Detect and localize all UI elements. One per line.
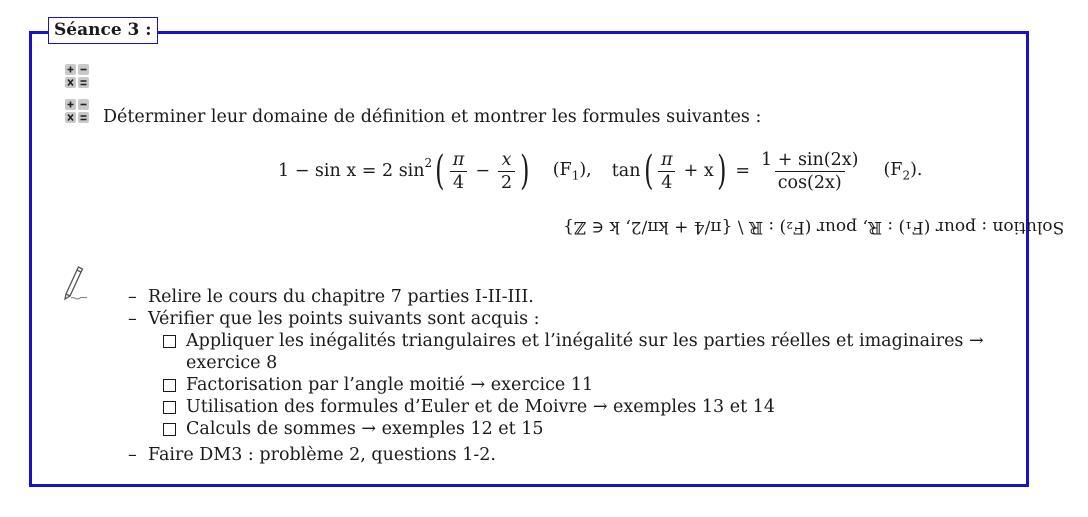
todo-list [128, 286, 1008, 466]
list-item: – Faire DM3 : problème 2, questions 1-2. [128, 445, 496, 465]
f2-label: $(F_2)$. [883, 159, 923, 183]
checklist-item: Calculs de sommes → exemples 12 et 15 [128, 418, 1008, 440]
f1-lhs: 1 − sin x = 2 sin [278, 161, 425, 181]
solution-upside-down: Solution : pour (F₁) : ℝ, pour (F₂) : ℝ \ {π/4 + kπ/2, k ∈ ℤ} [563, 217, 1065, 237]
paren-open: ( [435, 148, 445, 194]
list-item: – Relire le cours du chapitre 7 parties I-II-III. [128, 287, 534, 307]
f2-plus-x: + x [683, 161, 714, 181]
f2-tan: tan [611, 161, 641, 181]
checklist-item: Factorisation par l’angle moitié → exercice 11 [128, 374, 1008, 396]
list-item: – Vérifier que les points suivants sont acquis : [128, 309, 540, 329]
calculator-icon [64, 98, 90, 124]
checklist-item: Utilisation des formules d’Euler et de Moivre → exemples 13 et 14 [128, 396, 1008, 418]
paren-close: ) [716, 148, 727, 194]
checkbox-icon [163, 379, 176, 392]
checkbox-icon [163, 401, 176, 414]
calculator-icon [64, 63, 90, 89]
paren-close: ) [520, 148, 530, 194]
paren-open: ( [643, 148, 653, 194]
f1-exponent: 2 [424, 156, 433, 170]
f1-label: $(F_1)$, [552, 159, 592, 183]
checkbox-icon [163, 335, 176, 348]
checkbox-icon [163, 423, 176, 436]
pencil-icon [62, 266, 94, 302]
exercise-intro: Déterminer leur domaine de définition et montrer les formules suivantes : [103, 107, 762, 127]
f2-rhs-frac: $\frac{1 + \sin(2x)}{\cos(2x)}$ [761, 149, 859, 193]
f2-frac-pi-4: $\frac{\pi}{4}$ [658, 149, 676, 194]
f1-frac-x-2: $\frac{x}{2}$ [498, 149, 515, 194]
seance-title: Séance 3 : [48, 17, 158, 44]
formula-line: 1 − sin x = 2 sin $^2$ ( $\frac{\pi}{4}$ − $\frac{x}{2}$ ) $(F_1)$, tan ( $\frac{\pi}{4}$ + x ) = $\frac{1 + \sin(2x)}{\cos(2x)}$ $(F_2)$. [278, 148, 923, 194]
f1-frac-pi-4: $\frac{\pi}{4}$ [450, 149, 468, 194]
checklist-item: Appliquer les inégalités triangulaires et l’inégalité sur les parties réelles et imaginaires → exercice 8 [128, 330, 1008, 374]
